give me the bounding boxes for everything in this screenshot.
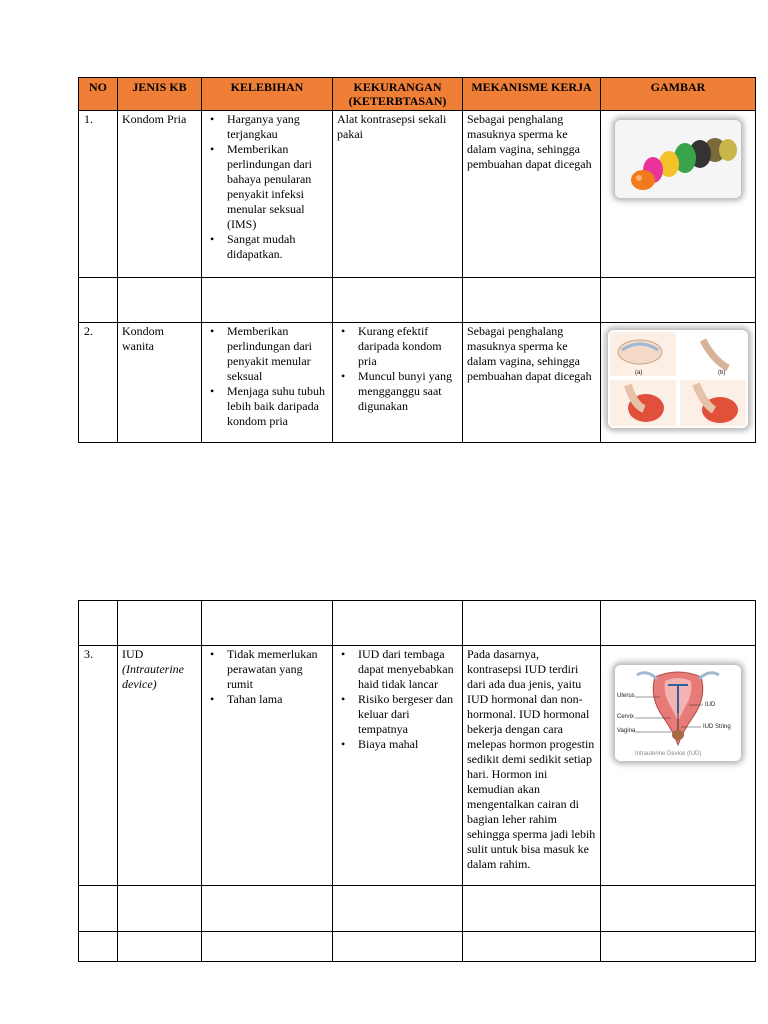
list-item: • Kurang efektif daripada kondom pria: [358, 324, 458, 369]
list-item: • Muncul bunyi yang mengganggu saat digunakan: [358, 369, 458, 414]
method-name: [118, 646, 202, 886]
header-no: NO: [79, 78, 118, 111]
label-iud: IUD: [705, 702, 716, 708]
list-item: • Risiko bergeser dan keluar dari tempatnya: [358, 692, 458, 737]
female-condom-image: [608, 330, 748, 428]
method-name-main: IUD: [122, 647, 144, 661]
male-condom-image: [615, 120, 741, 198]
image-cell: [601, 646, 756, 886]
mechanism-cell: Sebagai penghalang masuknya sperma ke dalam vagina, sehingga pembuahan dapat dicegah: [463, 111, 601, 278]
method-name: Kondom wanita: [118, 323, 202, 443]
table-row: [79, 323, 756, 443]
table-row: [79, 111, 756, 278]
list-item: • Memberikan perlindungan dari bahaya penularan penyakit infeksi menular seksual (IMS): [227, 142, 328, 232]
table-row-empty: [79, 886, 756, 932]
mechanism-cell: Sebagai penghalang masuknya sperma ke dalam vagina, sehingga pembuahan dapat dicegah: [463, 323, 601, 443]
image-label-a: (a): [635, 370, 643, 376]
label-cervix: Cervix: [617, 714, 635, 720]
mechanism-cell: Pada dasarnya, kontrasepsi IUD terdiri dari ada dua jenis, yaitu IUD hormonal dan non-hormonal. IUD hormonal bekerja dengan cara melepas hormon progestin sedikit demi sedikit setiap hari. Hormon ini kemudian akan mengentalkan cairan di bagian leher rahim sehingga sperma jadi lebih sulit untuk bisa masuk ke dalam rahim.: [463, 646, 601, 886]
disadvantages-cell: [333, 646, 463, 886]
advantages-cell: [202, 323, 333, 443]
header-kekurangan: KEKURANGAN (KETERBTASAN): [333, 78, 463, 111]
table-row-empty: [79, 278, 756, 323]
row-number: 3.: [79, 646, 118, 886]
list-item: • Memberikan perlindungan dari penyakit menular seksual: [227, 324, 328, 384]
table-row: [79, 646, 756, 886]
table-row-empty: [79, 932, 756, 962]
header-mekanisme: MEKANISME KERJA: [463, 78, 601, 111]
contraception-table-part-1: [78, 77, 756, 443]
label-iud-string: IUD String: [703, 724, 731, 730]
list-item: • Sangat mudah didapatkan.: [227, 232, 328, 262]
table-row-empty: [79, 601, 756, 646]
row-number: 2.: [79, 323, 118, 443]
method-name: Kondom Pria: [118, 111, 202, 278]
list-item: • Tahan lama: [227, 692, 328, 707]
contraception-table-part-2: [78, 600, 756, 962]
header-gambar: GAMBAR: [601, 78, 756, 111]
disadvantages-cell: [333, 323, 463, 443]
list-item: • Menjaga suhu tubuh lebih baik daripada kondom pria: [227, 384, 328, 429]
label-uterus: Uterus: [617, 693, 635, 699]
image-cell: [601, 323, 756, 443]
header-jenis-kb: JENIS KB: [118, 78, 202, 111]
iud-diagram-image: [615, 665, 741, 761]
image-label-b: (b): [718, 370, 726, 376]
image-cell: [601, 111, 756, 278]
label-vagina: Vagina: [617, 728, 636, 734]
disadvantages-cell: Alat kontrasepsi sekali pakai: [333, 111, 463, 278]
list-item: • Tidak memerlukan perawatan yang rumit: [227, 647, 328, 692]
table-header-row: [79, 78, 756, 111]
advantages-cell: [202, 646, 333, 886]
image-caption: Intrauterine Device (IUD): [635, 751, 702, 757]
list-item: • Harganya yang terjangkau: [227, 112, 328, 142]
list-item: • IUD dari tembaga dapat menyebabkan haid tidak lancar: [358, 647, 458, 692]
row-number: 1.: [79, 111, 118, 278]
header-kelebihan: KELEBIHAN: [202, 78, 333, 111]
advantages-cell: [202, 111, 333, 278]
method-name-sub: (Intrauterine device): [122, 662, 184, 691]
list-item: • Biaya mahal: [358, 737, 458, 752]
